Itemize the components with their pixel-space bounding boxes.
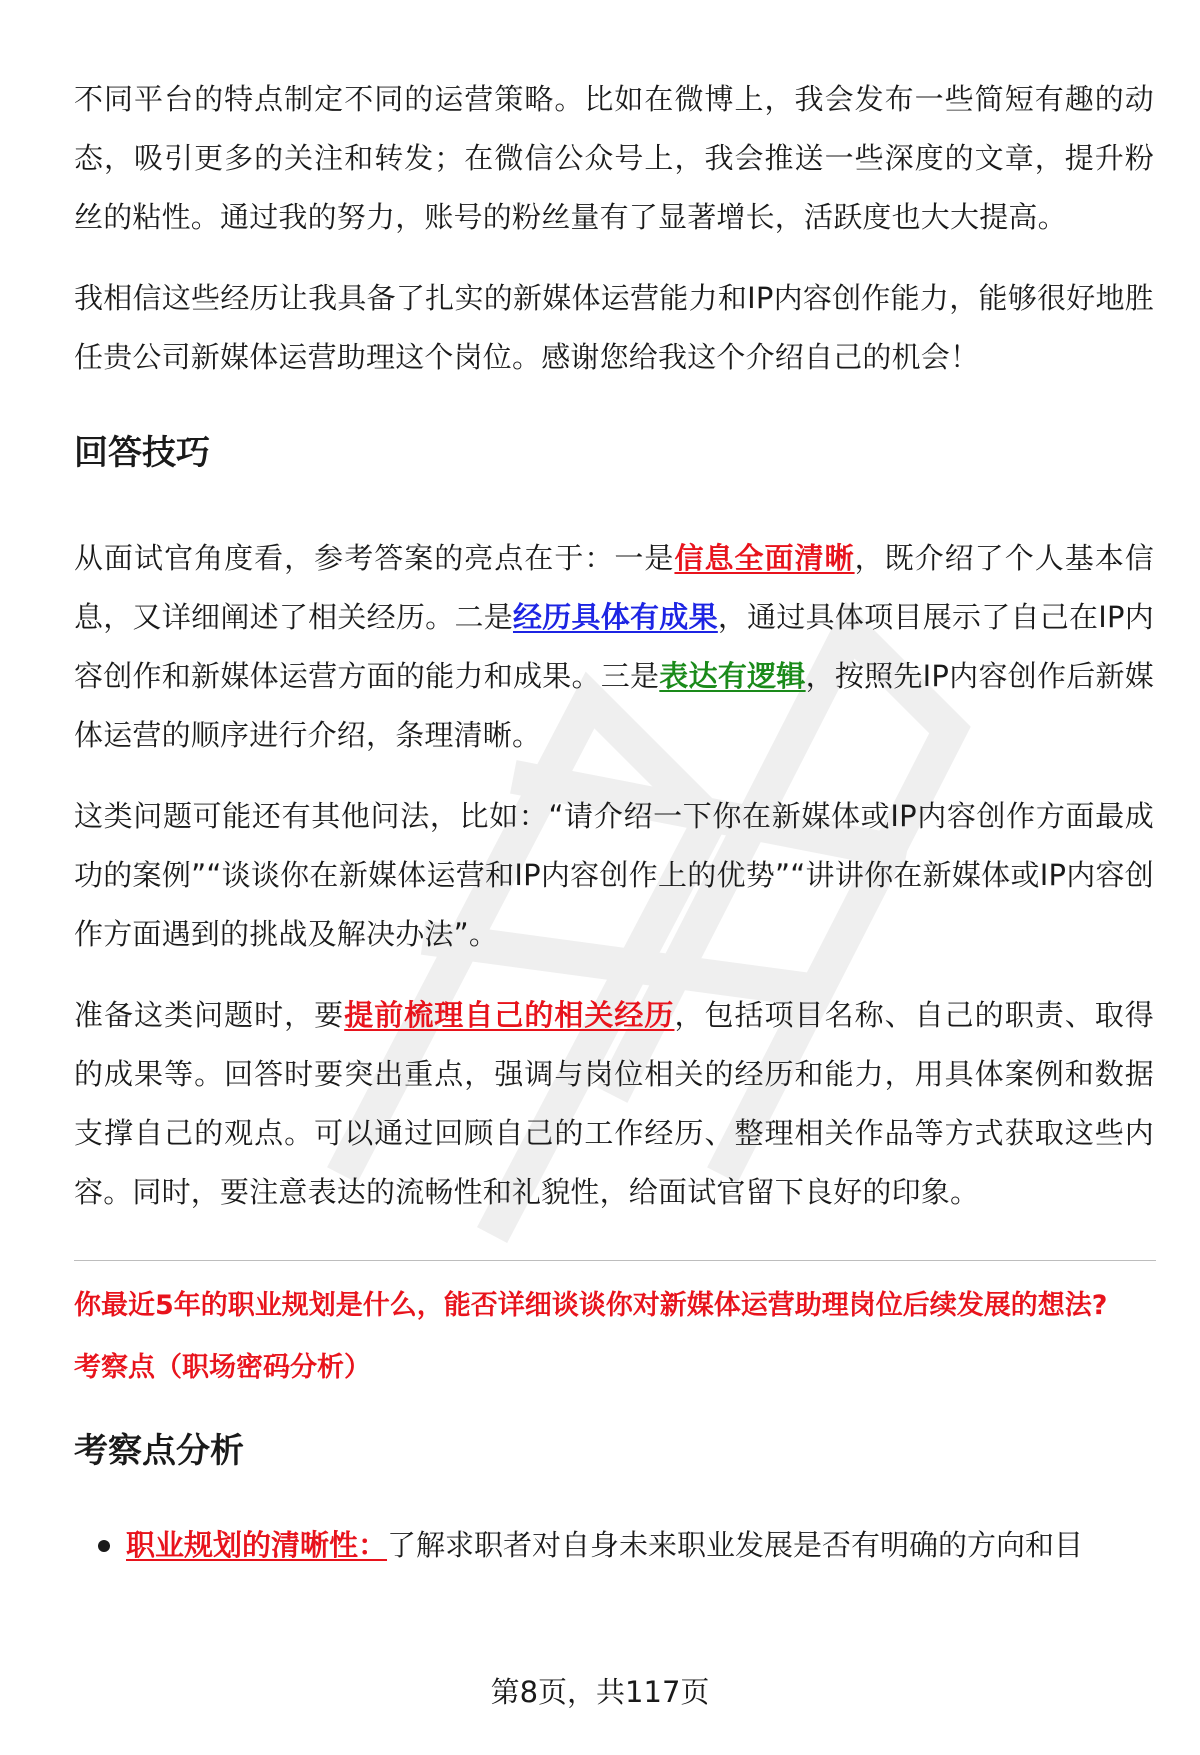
bullet-icon xyxy=(98,1540,110,1552)
highlight-review-experience: 提前梳理自己的相关经历 xyxy=(344,998,675,1032)
section-heading-tips: 回答技巧 xyxy=(74,433,210,473)
text-segment: 准备这类问题时，要 xyxy=(74,998,345,1032)
list-item-text: 了解求职者对自身未来职业发展是否有明确的方向和目 xyxy=(387,1528,1084,1562)
text-segment: ，既介绍了个人基本信息，又详细阐述了相关经历。二是 xyxy=(74,541,1154,634)
text-segment: ，按照先IP内容创作后新媒体运营的顺序进行介绍，条理清晰。 xyxy=(74,659,1154,752)
highlight-info-complete: 信息全面清晰 xyxy=(674,541,855,575)
list-item-label: 职业规划的清晰性： xyxy=(126,1528,388,1562)
text-segment: ，包括项目名称、自己的职责、取得的成果等。回答时要突出重点，强调与岗位相关的经历和能力，用具体案例和数据支撑自己的观点。可以通过回顾自己的工作经历、整理相关作品等方式获取这些内容。同时，要注意表达的流畅性和礼貌性，给面试官留下良好的印象。 xyxy=(74,998,1154,1209)
interview-question: 你最近5年的职业规划是什么，能否详细谈谈你对新媒体运营助理岗位后续发展的想法? xyxy=(74,1290,1108,1321)
paragraph-closing: 我相信这些经历让我具备了扎实的新媒体运营能力和IP内容创作能力，能够很好地胜任贵公司新媒体运营助理这个岗位。感谢您给我这个介绍自己的机会！ xyxy=(74,281,1154,374)
text-segment: ，通过具体项目展示了自己在IP内容创作和新媒体运营方面的能力和成果。三是 xyxy=(74,600,1154,693)
highlight-specific-results: 经历具体有成果 xyxy=(512,600,718,634)
text-segment: 从面试官角度看，参考答案的亮点在于：一是 xyxy=(74,541,675,575)
analysis-list xyxy=(74,1523,1154,1567)
paragraph-alternate-questions: 这类问题可能还有其他问法，比如：“请介绍一下你在新媒体或IP内容创作方面最成功的案例”“谈谈你在新媒体运营和IP内容创作上的优势”“讲讲你在新媒体或IP内容创作方面遇到的挑战及解决办法”。 xyxy=(74,799,1154,951)
list-item xyxy=(74,1523,1154,1567)
paragraph-highlights xyxy=(74,529,1154,765)
paragraph-platform-strategy: 不同平台的特点制定不同的运营策略。比如在微博上，我会发布一些简短有趣的动态，吸引更多的关注和转发；在微信公众号上，我会推送一些深度的文章，提升粉丝的粘性。通过我的努力，账号的粉丝量有了显著增长，活跃度也大大提高。 xyxy=(74,82,1154,234)
highlight-logical: 表达有逻辑 xyxy=(659,659,806,693)
paragraph-preparation xyxy=(74,986,1154,1222)
question-subheading: 考察点（职场密码分析） xyxy=(74,1352,371,1383)
section-heading-analysis: 考察点分析 xyxy=(74,1431,244,1471)
content-area xyxy=(74,70,1154,1567)
page-number: 第8页，共117页 xyxy=(490,1675,710,1709)
